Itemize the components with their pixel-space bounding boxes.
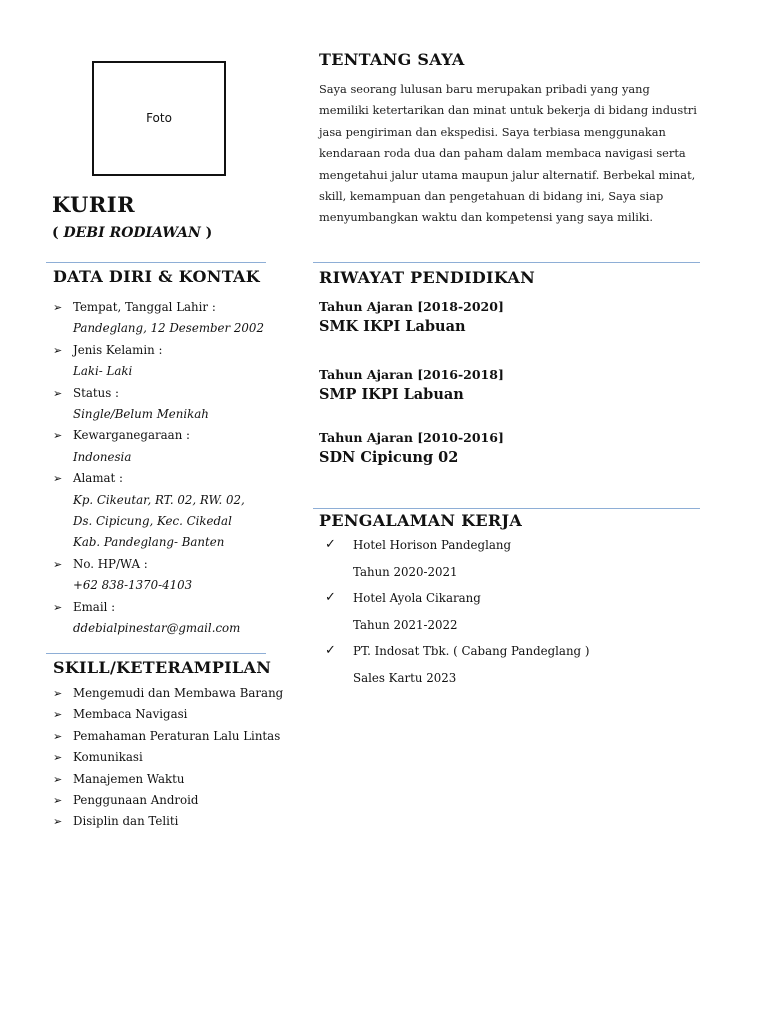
skill-item-label: Disiplin dan Teliti <box>73 814 179 829</box>
personal-item-value: Indonesia <box>73 449 132 464</box>
skill-item <box>53 790 303 811</box>
check-icon: ✓ <box>325 537 336 552</box>
check-icon: ✓ <box>325 590 336 605</box>
education-year: Tahun Ajaran [2010-2016] <box>319 430 504 445</box>
personal-item-value: +62 838-1370-4103 <box>73 578 193 593</box>
arrow-bullet-icon: ➢ <box>53 429 63 443</box>
name-close-paren: ) <box>200 225 213 241</box>
skills-list <box>53 683 303 833</box>
experience-item <box>325 638 705 691</box>
education-school: SMK IKPI Labuan <box>319 318 466 335</box>
experience-item <box>325 532 705 585</box>
arrow-bullet-icon: ➢ <box>53 472 63 486</box>
personal-item <box>53 297 293 340</box>
skill-item-label: Mengemudi dan Membawa Barang <box>73 686 284 700</box>
candidate-name: DEBI RODIAWAN <box>63 225 201 241</box>
right-divider-middle <box>313 508 700 509</box>
arrow-bullet-icon: ➢ <box>53 386 63 400</box>
personal-item-value: Laki- Laki <box>73 364 133 379</box>
education-school: SDN Cipicung 02 <box>319 449 459 466</box>
arrow-bullet-icon: ➢ <box>53 557 63 571</box>
skill-item-label: Komunikasi <box>73 750 143 765</box>
education-item <box>319 430 504 466</box>
education-year: Tahun Ajaran [2016-2018] <box>319 367 504 382</box>
about-text: Saya seorang lulusan baru merupakan pribadi yang yang memiliki ketertarikan dan minat untuk bekerja di bidang industri jasa pengiriman dan ekspedisi. Saya terbiasa menggunakan kendaraan roda dua dan paham dalam membaca navigasi serta mengetahui jalur utama maupun jalur alternatif. Berbekal minat, skill, kemampuan dan pengetahuan di bidang ini, Saya siap menyumbangkan waktu dan kompetensi yang saya miliki. <box>319 82 697 225</box>
personal-item-value: Pandeglang, 12 Desember 2002 <box>73 321 264 336</box>
skill-item <box>53 704 303 725</box>
personal-item-label: Tempat, Tanggal Lahir : <box>73 300 216 314</box>
education-year: Tahun Ajaran [2018-2020] <box>319 299 504 314</box>
personal-item-label: Email : <box>73 599 116 614</box>
arrow-bullet-icon: ➢ <box>53 729 63 743</box>
photo-label: Foto <box>146 111 172 125</box>
education-item <box>319 299 504 335</box>
personal-item <box>53 425 293 468</box>
personal-item <box>53 554 293 597</box>
education-school: SMP IKPI Labuan <box>319 386 464 403</box>
arrow-bullet-icon: ➢ <box>53 815 63 829</box>
personal-item <box>53 597 293 640</box>
name-open-paren: ( <box>52 225 64 241</box>
arrow-bullet-icon: ➢ <box>53 794 63 808</box>
personal-item-label: Status : <box>73 385 119 400</box>
left-divider-bottom <box>46 653 266 654</box>
personal-item-value: Single/Belum Menikah <box>73 407 209 422</box>
about-heading: TENTANG SAYA <box>319 50 465 69</box>
experience-item <box>325 585 705 638</box>
personal-list <box>53 297 293 640</box>
personal-item-value: ddebialpinestar@gmail.com <box>73 621 241 636</box>
right-divider-top <box>313 262 700 263</box>
arrow-bullet-icon: ➢ <box>53 600 63 614</box>
personal-item-label: Alamat : <box>73 471 124 486</box>
skill-item <box>53 769 303 790</box>
arrow-bullet-icon: ➢ <box>53 751 63 765</box>
skills-heading: SKILL/KETERAMPILAN <box>53 658 272 677</box>
experience-place: PT. Indosat Tbk. ( Cabang Pandeglang ) <box>353 644 590 658</box>
experience-list <box>325 532 705 691</box>
left-divider-top <box>46 262 266 263</box>
photo-placeholder <box>92 61 226 176</box>
experience-heading: PENGALAMAN KERJA <box>319 511 523 530</box>
skill-item <box>53 811 303 832</box>
education-item <box>319 367 504 403</box>
skill-item <box>53 747 303 768</box>
personal-item <box>53 468 293 554</box>
skill-item <box>53 726 303 747</box>
experience-detail: Tahun 2021-2022 <box>353 617 458 632</box>
check-icon: ✓ <box>325 643 336 658</box>
experience-place: Hotel Horison Pandeglang <box>353 538 512 552</box>
skill-item-label: Pemahaman Peraturan Lalu Lintas <box>73 728 281 743</box>
arrow-bullet-icon: ➢ <box>53 687 63 700</box>
experience-detail: Sales Kartu 2023 <box>353 670 457 685</box>
personal-item-label: Jenis Kelamin : <box>73 342 163 357</box>
education-heading: RIWAYAT PENDIDIKAN <box>319 268 536 287</box>
candidate-name-line <box>52 225 212 241</box>
personal-item-value: Kp. Cikeutar, RT. 02, RW. 02, Ds. Cipicung, Kec. Cikedal Kab. Pandeglang- Banten <box>73 492 245 550</box>
personal-item-label: No. HP/WA : <box>73 556 148 571</box>
personal-item-label: Kewarganegaraan : <box>73 428 191 443</box>
arrow-bullet-icon: ➢ <box>53 708 63 722</box>
experience-place: Hotel Ayola Cikarang <box>353 591 481 605</box>
personal-item <box>53 383 293 426</box>
skill-item-label: Membaca Navigasi <box>73 707 188 722</box>
arrow-bullet-icon: ➢ <box>53 301 63 314</box>
arrow-bullet-icon: ➢ <box>53 343 63 357</box>
personal-item <box>53 340 293 383</box>
skill-item <box>53 683 303 704</box>
personal-heading: DATA DIRI & KONTAK <box>53 267 260 286</box>
experience-detail: Tahun 2020-2021 <box>353 564 458 579</box>
skill-item-label: Manajemen Waktu <box>73 771 185 786</box>
arrow-bullet-icon: ➢ <box>53 772 63 786</box>
skill-item-label: Penggunaan Android <box>73 793 199 808</box>
job-title: KURIR <box>52 192 136 217</box>
